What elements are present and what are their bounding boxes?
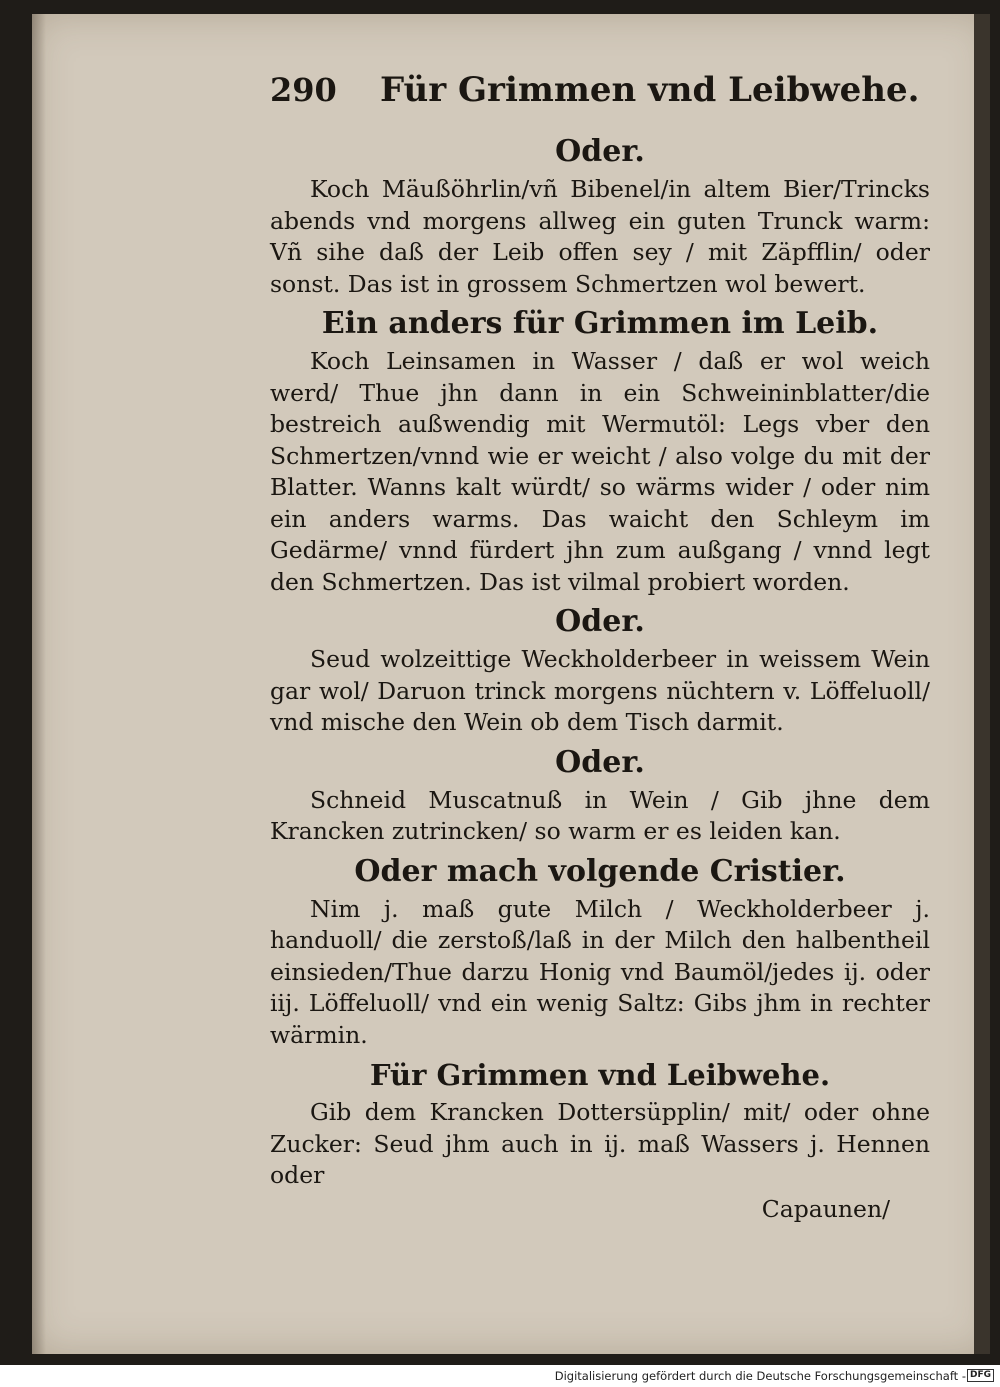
funding-credit: Digitalisierung gefördert durch die Deutsche Forschungsgemeinschaft - [554,1369,966,1383]
section-heading: Ein anders für Grimmen im Leib. [321,306,879,341]
section-heading: Für Grimmen vnd Leibwehe. [369,1058,831,1092]
text-block [270,70,930,1226]
running-title: Für Grimmen vnd Leibwehe. [380,70,920,110]
catchword: Capaunen/ [761,1194,890,1223]
page-number: 290 [270,71,337,109]
dfg-logo: DFG [967,1369,994,1382]
running-head [270,70,930,128]
digitization-footer [0,1365,1000,1387]
section-heading: Oder. [555,134,645,169]
page-edge [974,14,990,1354]
paragraph: Schneid Muscatnuß in Wein / Gib jhne dem Krancken zutrincken/ so warm er es leiden kan. [270,785,930,845]
paragraph: Koch Leinsamen in Wasser / daß er wol weich werd/ Thue jhn dann in ein Schweininblatter/die bestreich außwendig mit Wermutöl: Legs vber den Schmertzen/vnnd wie er weicht / also volge du mit der Blatter. Wanns kalt würdt/ so wärms wider / oder nim ein anders warms. Das waicht den Schleym im Gedärme/ vnnd fürdert jhn zum außgang / vnnd legt den Schmertzen. Das ist vilmal probiert worden. [270,347,930,596]
section-heading: Oder mach volgende Cristier. [354,853,846,889]
section-heading: Oder. [555,744,645,780]
paragraph: Gib dem Krancken Dottersüpplin/ mit/ oder ohne Zucker: Seud jhm auch in ij. maß Wassers j. Hennen oder [270,1098,930,1189]
paragraph: Koch Mäußöhrlin/vñ Bibenel/in altem Bier/Trincks abends vnd morgens allweg ein guten Trunck warm: Vñ sihe daß der Leib offen sey / mit Zäpfflin/ oder sonst. Das ist in grossem Schmertzen wol bewert. [270,175,930,298]
paragraph: Seud wolzeittige Weckholderbeer in weissem Wein gar wol/ Daruon trinck morgens nüchtern v. Löffeluoll/ vnd mische den Wein ob dem Tisch darmit. [270,645,930,736]
section-heading: Oder. [555,604,645,639]
paragraph: Nim j. maß gute Milch / Weckholderbeer j. handuoll/ die zerstoß/laß in der Milch den halbentheil einsieden/Thue darzu Honig vnd Baumöl/jedes ij. oder iij. Löffeluoll/ vnd ein wenig Saltz: Gibs jhm in rechter wärmin. [270,894,930,1049]
